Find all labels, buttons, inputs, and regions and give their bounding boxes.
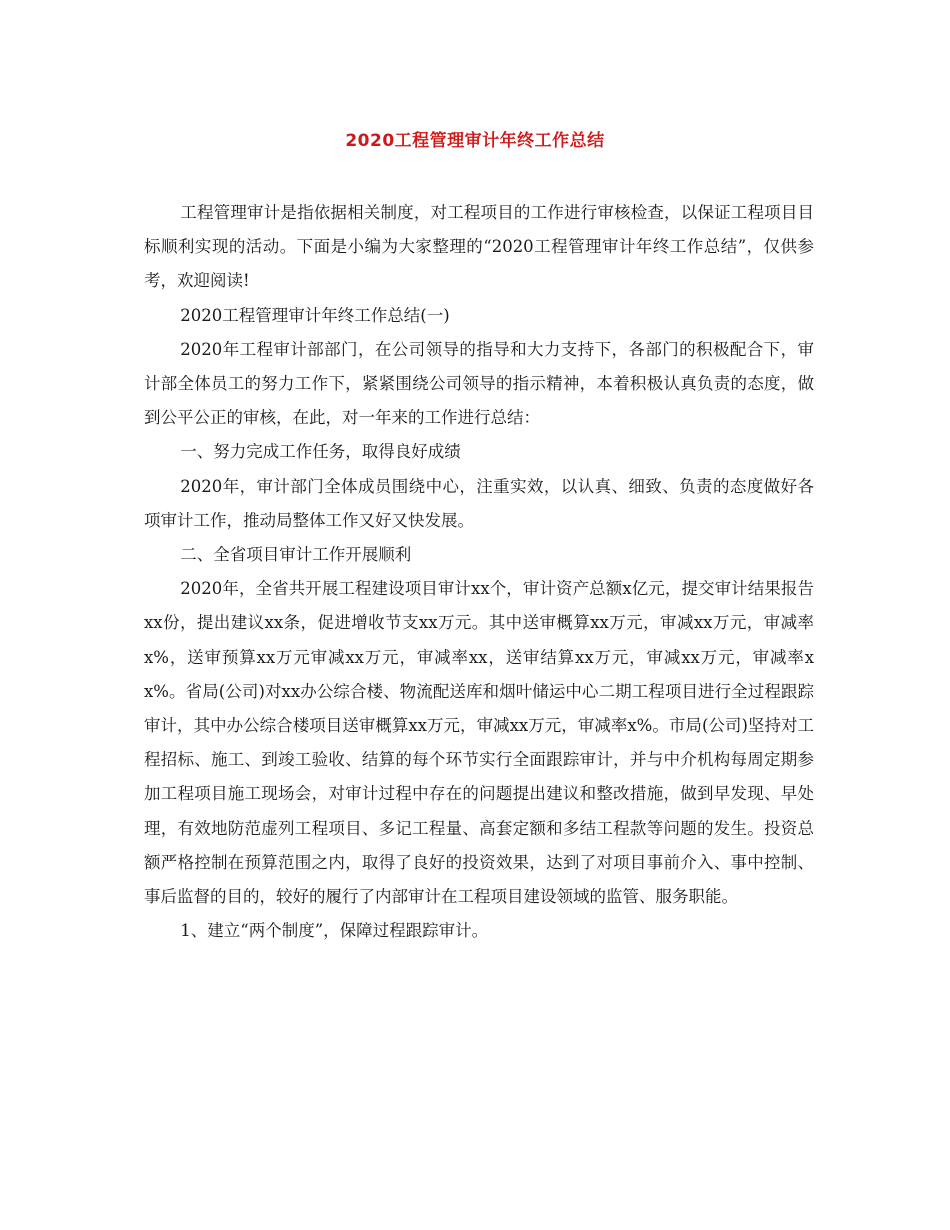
paragraph-audit-details: 2020年，全省共开展工程建设项目审计xx个，审计资产总额x亿元，提交审计结果报告xx份，提出建议xx条，促进增收节支xx万元。其中送审概算xx万元，审减xx万元，审减率x%，送审预算xx万元审减xx万元，审减率xx，送审结算xx万元，审减xx万元，审减率xx%。省局(公司)对xx办公综合楼、物流配送库和烟叶储运中心二期工程项目进行全过程跟踪审计，其中办公综合楼项目送审概算xx万元，审减xx万元，审减率x%。市局(公司)坚持对工程招标、施工、到竣工验收、结算的每个环节实行全面跟踪审计，并与中介机构每周定期参加工程项目施工现场会，对审计过程中存在的问题提出建议和整改措施，做到早发现、早处理，有效地防范虚列工程项目、多记工程量、高套定额和多结工程款等问题的发生。投资总额严格控制在预算范围之内，取得了良好的投资效果，达到了对项目事前介入、事中控制、事后监督的目的，较好的履行了内部审计在工程项目建设领域的监管、服务职能。 [144,579,814,907]
paragraph-overview: 2020年工程审计部部门，在公司领导的指导和大力支持下，各部门的积极配合下，审计部全体员工的努力工作下，紧紧围绕公司领导的指示精神，本着积极认真负责的态度，做到公平公正的审核，在此，对一年来的工作进行总结： [144,339,814,428]
document-body [144,196,814,948]
paragraph-heading-2: 二、全省项目审计工作开展顺利 [180,545,412,565]
paragraph-section-title: 2020工程管理审计年终工作总结(一) [180,305,450,325]
paragraph-heading-1: 一、努力完成工作任务，取得良好成绩 [180,442,461,462]
paragraph-intro: 工程管理审计是指依据相关制度，对工程项目的工作进行审核检查，以保证工程项目目标顺利实现的活动。下面是小编为大家整理的“2020工程管理审计年终工作总结”，仅供参考，欢迎阅读! [144,203,814,291]
paragraph-subheading-1: 1、建立“两个制度”，保障过程跟踪审计。 [180,921,489,941]
document-title: 2020工程管理审计年终工作总结 [345,131,605,151]
paragraph-achievement: 2020年，审计部门全体成员围绕中心，注重实效，以认真、细致、负责的态度做好各项审计工作，推动局整体工作又好又快发展。 [144,476,814,530]
